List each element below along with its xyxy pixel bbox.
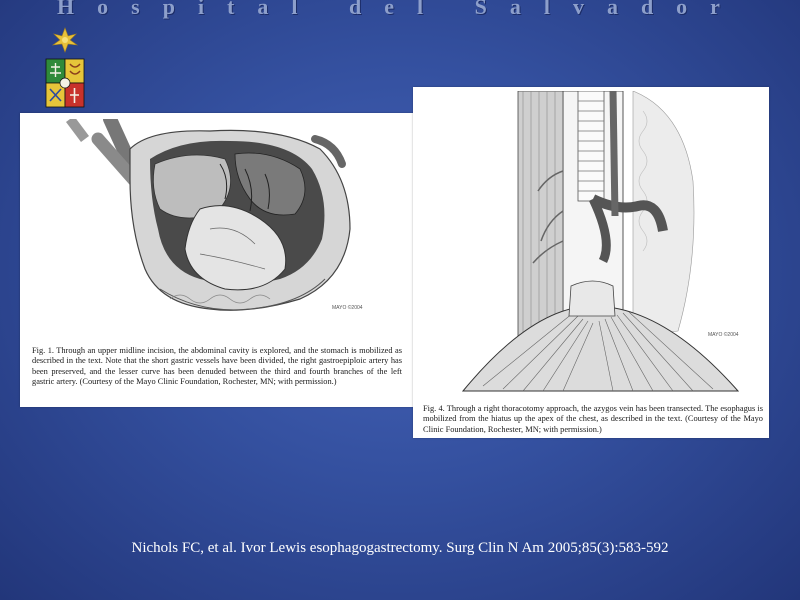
shield-emblem (46, 59, 84, 107)
hospital-title: Hospital del Salvador (57, 0, 743, 19)
star-emblem (53, 28, 77, 52)
figure-4-watermark: MAYO ©2004 (708, 332, 739, 338)
university-crest-icon (40, 26, 90, 116)
figure-1-watermark: MAYO ©2004 (332, 305, 363, 311)
thoracic-illustration (453, 91, 743, 396)
figure-4 (413, 87, 769, 438)
abdominal-illustration (50, 119, 380, 319)
figure-1-caption: Fig. 1. Through an upper midline incision, the abdominal cavity is explored, and the stomach is mobilized as described in the text. Note that the short gastric vessels have been divided, the right gastroepiploic artery has been preserved, and the lesser curve has been denuded between the third and fourth branches of the left gastric artery. (Courtesy of the Mayo Clinic Foundation, Rochester, MN; with permission.) (32, 346, 402, 387)
figure-4-caption: Fig. 4. Through a right thoracotomy approach, the azygos vein has been transected. The esophagus is mobilized from the hiatus up the apex of the chest, as described in the text. (Courtesy of the Mayo Clinic Foundation, Rochester, MN; with permission.) (423, 404, 763, 434)
figure-1 (20, 113, 414, 407)
citation-text: Nichols FC, et al. Ivor Lewis esophagogastrectomy. Surg Clin N Am 2005;85(3):583-592 (131, 540, 669, 556)
